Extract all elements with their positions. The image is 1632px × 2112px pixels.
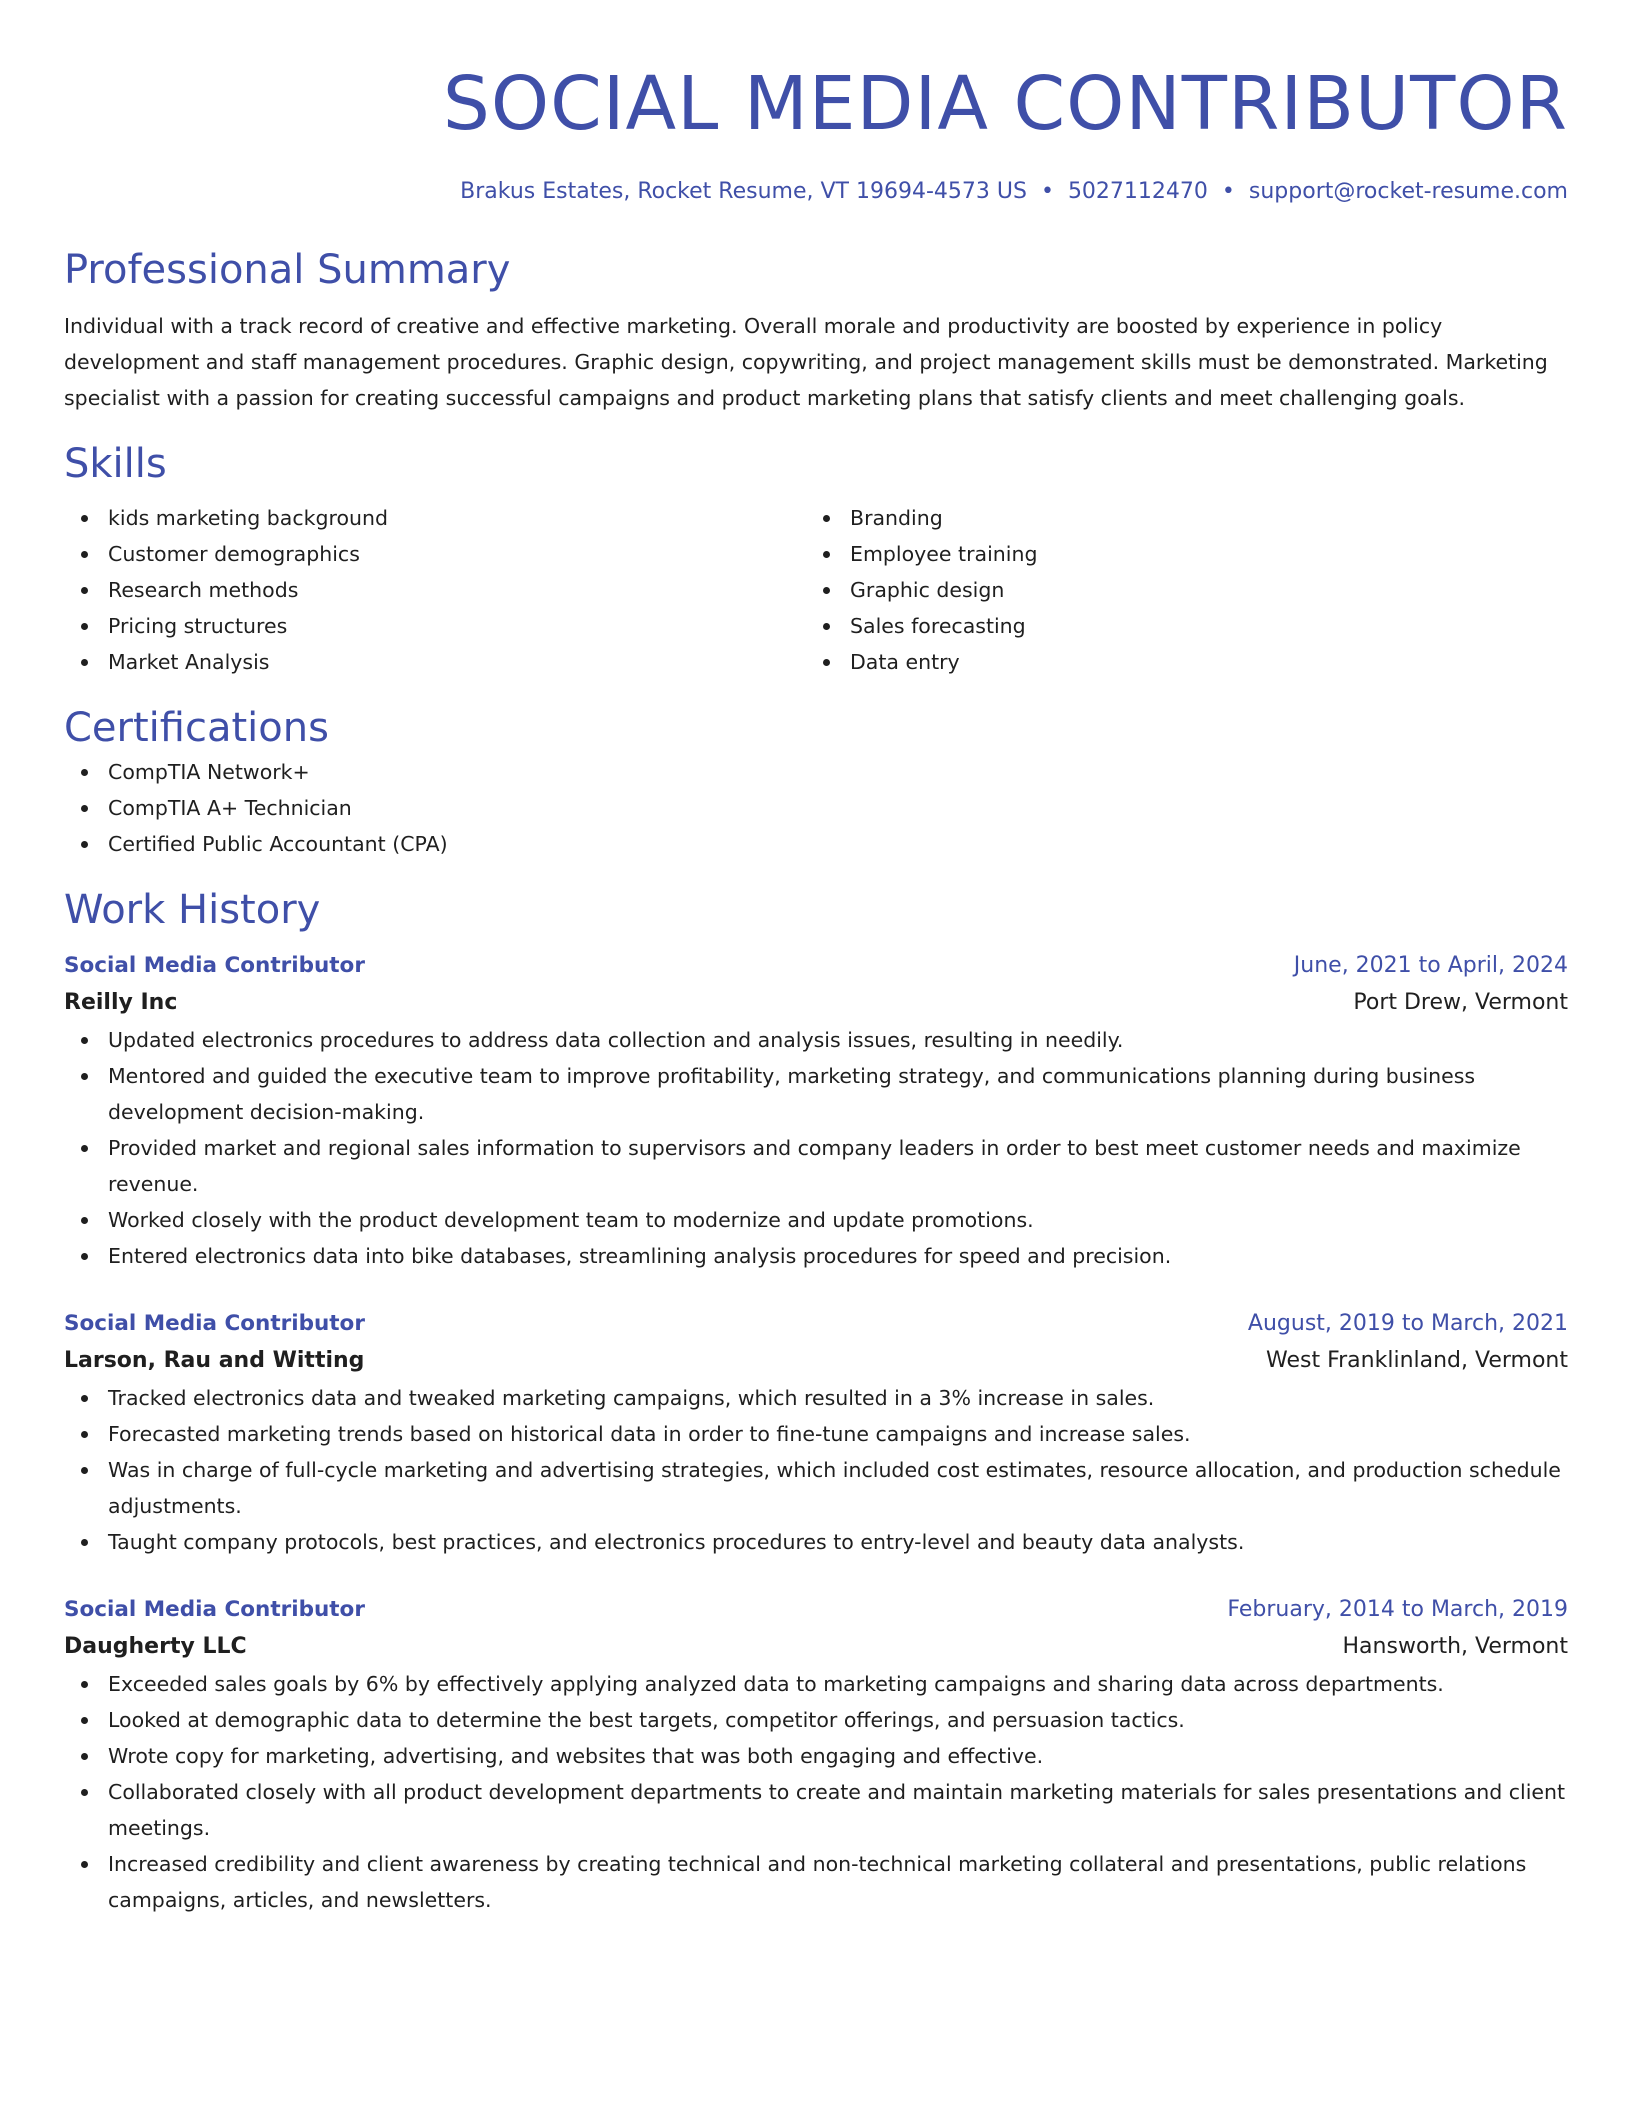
certifications-list: [64, 754, 1568, 862]
skills-list-left: [64, 500, 806, 680]
job-dates: February, 2014 to March, 2019: [1227, 1597, 1568, 1622]
contact-separator: •: [1040, 179, 1054, 204]
job-location: Hansworth, Vermont: [1342, 1634, 1568, 1659]
job-bullet-list: [64, 1666, 1568, 1918]
certification-item: CompTIA Network+: [108, 754, 1568, 790]
job-bullet: Was in charge of full-cycle marketing and advertising strategies, which included cost estimates, resource allocation, and production schedule adjustments.: [108, 1452, 1568, 1524]
job-role: Social Media Contributor: [64, 1311, 365, 1336]
summary-heading: Professional Summary: [64, 247, 511, 293]
skills-list-right: [806, 500, 1548, 680]
job-bullet: Worked closely with the product development team to modernize and update promotions.: [108, 1202, 1568, 1238]
job-dates: June, 2021 to April, 2024: [1293, 953, 1568, 978]
skill-item: kids marketing background: [108, 500, 806, 536]
skills-grid: [64, 500, 1568, 680]
job-bullet: Forecasted marketing trends based on historical data in order to fine-tune campaigns and increase sales.: [108, 1416, 1568, 1452]
job-company: Larson, Rau and Witting: [64, 1348, 365, 1373]
job-bullet: Mentored and guided the executive team to improve profitability, marketing strategy, and communications planning during business development decision-making.: [108, 1058, 1568, 1130]
resume-title: SOCIAL MEDIA CONTRIBUTOR: [442, 61, 1568, 147]
job-role: Social Media Contributor: [64, 953, 365, 978]
certification-item: CompTIA A+ Technician: [108, 790, 1568, 826]
job-company-row: [64, 1342, 1568, 1380]
skill-item: Employee training: [850, 536, 1548, 572]
work-history-heading: Work History: [64, 887, 321, 933]
skill-item: Research methods: [108, 572, 806, 608]
skill-item: Sales forecasting: [850, 608, 1548, 644]
contact-line: [64, 176, 1568, 208]
job-bullet-list: [64, 1022, 1568, 1274]
job-bullet: Collaborated closely with all product development departments to create and maintain marketing materials for sales presentations and client meetings.: [108, 1774, 1568, 1846]
skill-item: Customer demographics: [108, 536, 806, 572]
job-company-row: [64, 984, 1568, 1022]
job-company-row: [64, 1628, 1568, 1666]
job-entry: [64, 1592, 1568, 1918]
skill-item: Branding: [850, 500, 1548, 536]
skill-item: Pricing structures: [108, 608, 806, 644]
summary-text: Individual with a track record of creative and effective marketing. Overall morale and productivity are boosted by experience in policy development and staff management procedures. Graphic design, copywriting, and project management skills must be demonstrated. Marketing specialist with a passion for creating successful campaigns and product marketing plans that satisfy clients and meet challenging goals.: [64, 314, 1548, 410]
certification-item: Certified Public Accountant (CPA): [108, 826, 1568, 862]
certifications-heading: Certifications: [64, 705, 329, 751]
job-location: West Franklinland, Vermont: [1266, 1348, 1568, 1373]
job-entry: [64, 948, 1568, 1274]
skill-item: Data entry: [850, 644, 1548, 680]
job-location: Port Drew, Vermont: [1353, 990, 1568, 1015]
contact-phone: 5027112470: [1067, 179, 1208, 204]
job-bullet-list: [64, 1380, 1568, 1560]
job-bullet: Wrote copy for marketing, advertising, and websites that was both engaging and effective.: [108, 1738, 1568, 1774]
job-entry: [64, 1306, 1568, 1560]
job-header-row: [64, 1306, 1568, 1342]
job-bullet: Entered electronics data into bike databases, streamlining analysis procedures for speed and precision.: [108, 1238, 1568, 1274]
job-bullet: Taught company protocols, best practices, and electronics procedures to entry-level and beauty data analysts.: [108, 1524, 1568, 1560]
contact-address: Brakus Estates, Rocket Resume, VT 19694-4573 US: [460, 179, 1027, 204]
job-header-row: [64, 948, 1568, 984]
job-bullet: Tracked electronics data and tweaked marketing campaigns, which resulted in a 3% increase in sales.: [108, 1380, 1568, 1416]
job-dates: August, 2019 to March, 2021: [1247, 1311, 1568, 1336]
job-bullet: Increased credibility and client awareness by creating technical and non-technical marketing collateral and presentations, public relations campaigns, articles, and newsletters.: [108, 1846, 1568, 1918]
job-role: Social Media Contributor: [64, 1597, 365, 1622]
skill-item: Market Analysis: [108, 644, 806, 680]
job-bullet: Looked at demographic data to determine the best targets, competitor offerings, and persuasion tactics.: [108, 1702, 1568, 1738]
skills-heading: Skills: [64, 441, 167, 487]
job-company: Reilly Inc: [64, 990, 178, 1015]
skills-column-left: [64, 500, 806, 680]
skills-column-right: [806, 500, 1548, 680]
job-header-row: [64, 1592, 1568, 1628]
job-bullet: Provided market and regional sales information to supervisors and company leaders in order to best meet customer needs and maximize revenue.: [108, 1130, 1568, 1202]
skill-item: Graphic design: [850, 572, 1548, 608]
contact-email: support@rocket-resume.com: [1248, 179, 1568, 204]
contact-separator: •: [1221, 179, 1235, 204]
resume-page: [64, 0, 1568, 1918]
job-bullet: Exceeded sales goals by 6% by effectively applying analyzed data to marketing campaigns and sharing data across departments.: [108, 1666, 1568, 1702]
job-bullet: Updated electronics procedures to address data collection and analysis issues, resulting in needily.: [108, 1022, 1568, 1058]
job-company: Daugherty LLC: [64, 1634, 247, 1659]
